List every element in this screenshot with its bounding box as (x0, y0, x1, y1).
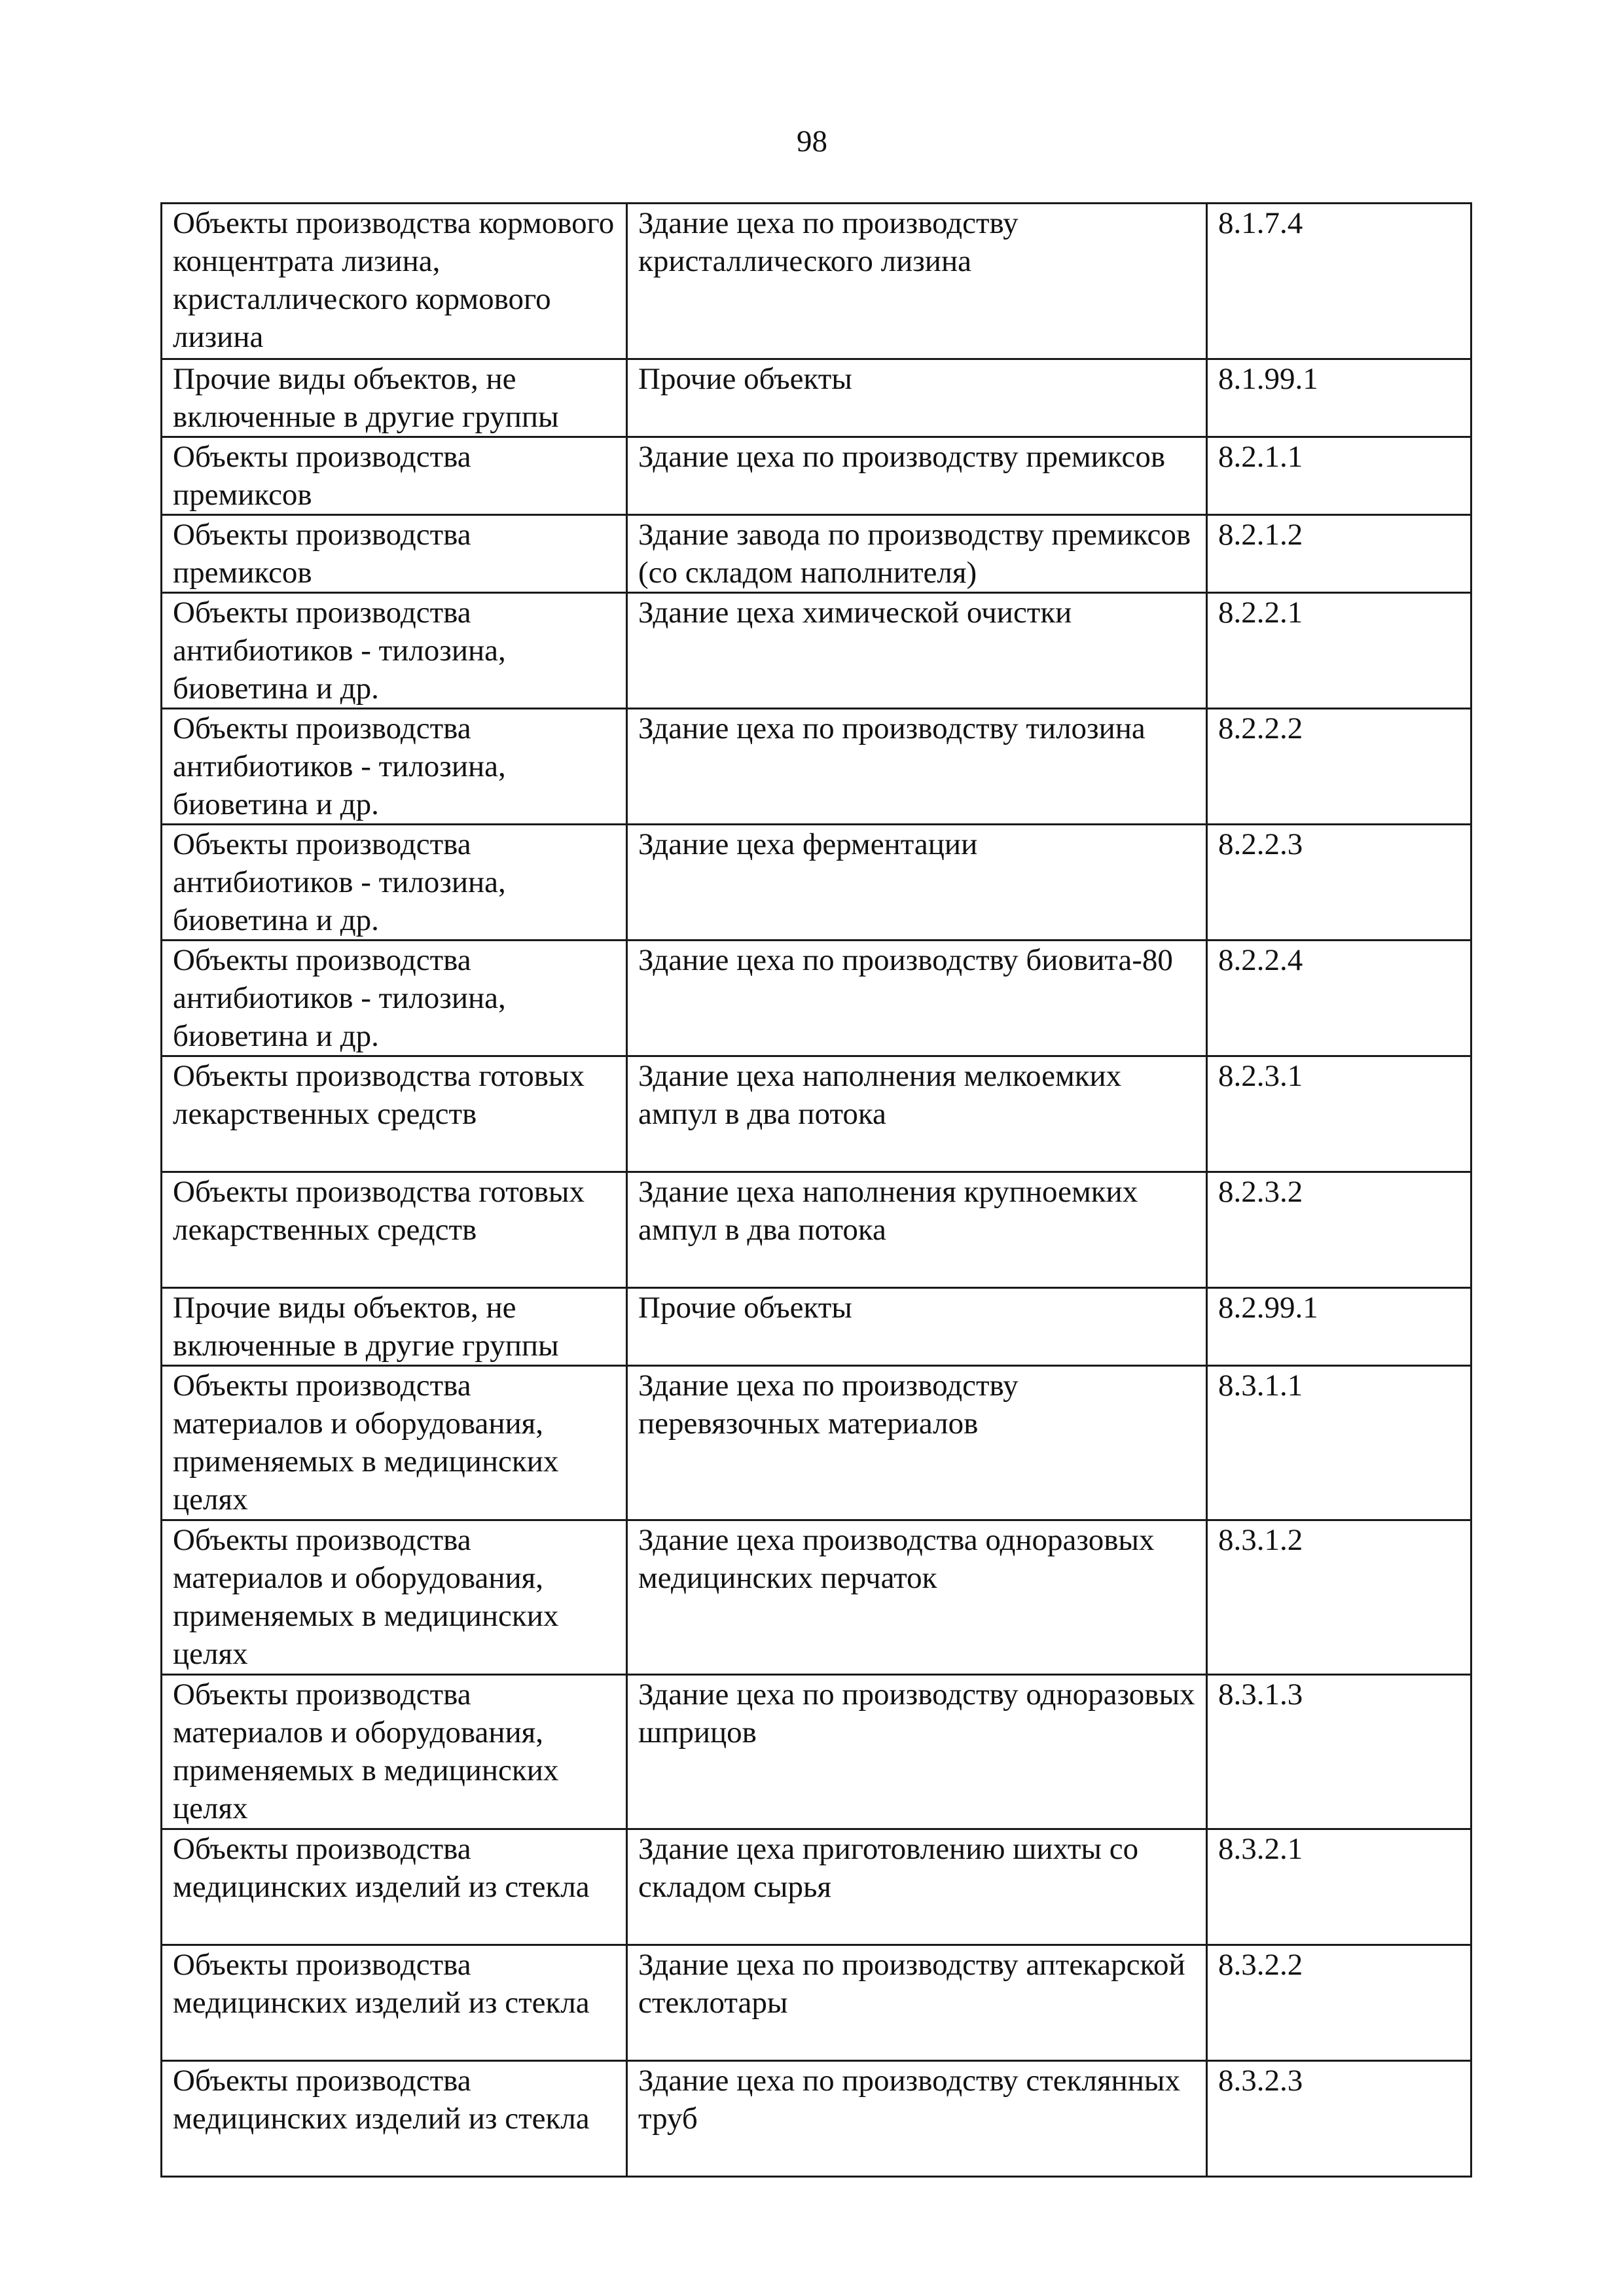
object-type-cell: Объекты производства медицинских изделий из стекла (162, 1945, 627, 2061)
building-cell: Здание цеха приготовлению шихты со складом сырья (627, 1829, 1207, 1945)
object-type-cell: Объекты производства готовых лекарственных средств (162, 1172, 627, 1288)
code-cell: 8.2.2.3 (1207, 825, 1471, 941)
object-type-cell: Прочие виды объектов, не включенные в другие группы (162, 1288, 627, 1366)
object-type-cell: Объекты производства материалов и оборудования, применяемых в медицинских целях (162, 1366, 627, 1520)
code-cell: 8.2.1.1 (1207, 437, 1471, 515)
table-row (162, 1056, 1471, 1172)
table-row (162, 709, 1471, 825)
code-cell: 8.1.99.1 (1207, 359, 1471, 437)
table-row (162, 437, 1471, 515)
code-cell: 8.2.3.2 (1207, 1172, 1471, 1288)
code-cell: 8.1.7.4 (1207, 204, 1471, 359)
building-cell: Здание завода по производству премиксов (со складом наполнителя) (627, 515, 1207, 593)
code-cell: 8.3.2.3 (1207, 2061, 1471, 2177)
object-type-cell: Объекты производства медицинских изделий из стекла (162, 2061, 627, 2177)
code-cell: 8.3.2.1 (1207, 1829, 1471, 1945)
table-row (162, 1172, 1471, 1288)
table-row (162, 593, 1471, 709)
table-row (162, 941, 1471, 1056)
object-type-cell: Объекты производства премиксов (162, 437, 627, 515)
object-type-cell: Объекты производства антибиотиков - тилозина, биоветина и др. (162, 825, 627, 941)
building-cell: Здание цеха по производству стеклянных труб (627, 2061, 1207, 2177)
table-row (162, 1520, 1471, 1675)
table-row (162, 359, 1471, 437)
building-cell: Здание цеха по производству тилозина (627, 709, 1207, 825)
building-cell: Здание цеха по производству перевязочных материалов (627, 1366, 1207, 1520)
building-cell: Здание цеха по производству аптекарской стеклотары (627, 1945, 1207, 2061)
object-type-cell: Объекты производства медицинских изделий из стекла (162, 1829, 627, 1945)
object-type-cell: Объекты производства премиксов (162, 515, 627, 593)
code-cell: 8.2.2.1 (1207, 593, 1471, 709)
object-type-cell: Прочие виды объектов, не включенные в другие группы (162, 359, 627, 437)
object-type-cell: Объекты производства антибиотиков - тилозина, биоветина и др. (162, 709, 627, 825)
building-cell: Здание цеха наполнения мелкоемких ампул в два потока (627, 1056, 1207, 1172)
building-cell: Здание цеха ферментации (627, 825, 1207, 941)
building-cell: Здание цеха по производству кристаллического лизина (627, 204, 1207, 359)
table-row (162, 1675, 1471, 1829)
code-cell: 8.3.2.2 (1207, 1945, 1471, 2061)
building-cell: Здание цеха химической очистки (627, 593, 1207, 709)
table-row (162, 2061, 1471, 2177)
building-cell: Прочие объекты (627, 1288, 1207, 1366)
code-cell: 8.3.1.3 (1207, 1675, 1471, 1829)
object-type-cell: Объекты производства антибиотиков - тилозина, биоветина и др. (162, 941, 627, 1056)
object-type-cell: Объекты производства материалов и оборудования, применяемых в медицинских целях (162, 1675, 627, 1829)
table-row (162, 1945, 1471, 2061)
code-cell: 8.2.3.1 (1207, 1056, 1471, 1172)
table-row (162, 515, 1471, 593)
building-cell: Прочие объекты (627, 359, 1207, 437)
table-row (162, 825, 1471, 941)
code-cell: 8.3.1.2 (1207, 1520, 1471, 1675)
object-type-cell: Объекты производства антибиотиков - тилозина, биоветина и др. (162, 593, 627, 709)
object-type-cell: Объекты производства кормового концентрата лизина, кристаллического кормового лизина (162, 204, 627, 359)
classification-table (160, 202, 1472, 2178)
table-row (162, 204, 1471, 359)
table-body (162, 204, 1471, 2177)
building-cell: Здание цеха наполнения крупноемких ампул в два потока (627, 1172, 1207, 1288)
object-type-cell: Объекты производства готовых лекарственных средств (162, 1056, 627, 1172)
building-cell: Здание цеха по производству премиксов (627, 437, 1207, 515)
code-cell: 8.2.99.1 (1207, 1288, 1471, 1366)
table-row (162, 1366, 1471, 1520)
building-cell: Здание цеха производства одноразовых медицинских перчаток (627, 1520, 1207, 1675)
table-row (162, 1829, 1471, 1945)
code-cell: 8.2.1.2 (1207, 515, 1471, 593)
table-row (162, 1288, 1471, 1366)
building-cell: Здание цеха по производству одноразовых шприцов (627, 1675, 1207, 1829)
building-cell: Здание цеха по производству биовита-80 (627, 941, 1207, 1056)
code-cell: 8.2.2.2 (1207, 709, 1471, 825)
code-cell: 8.2.2.4 (1207, 941, 1471, 1056)
code-cell: 8.3.1.1 (1207, 1366, 1471, 1520)
object-type-cell: Объекты производства материалов и оборудования, применяемых в медицинских целях (162, 1520, 627, 1675)
page-number: 98 (797, 124, 827, 158)
